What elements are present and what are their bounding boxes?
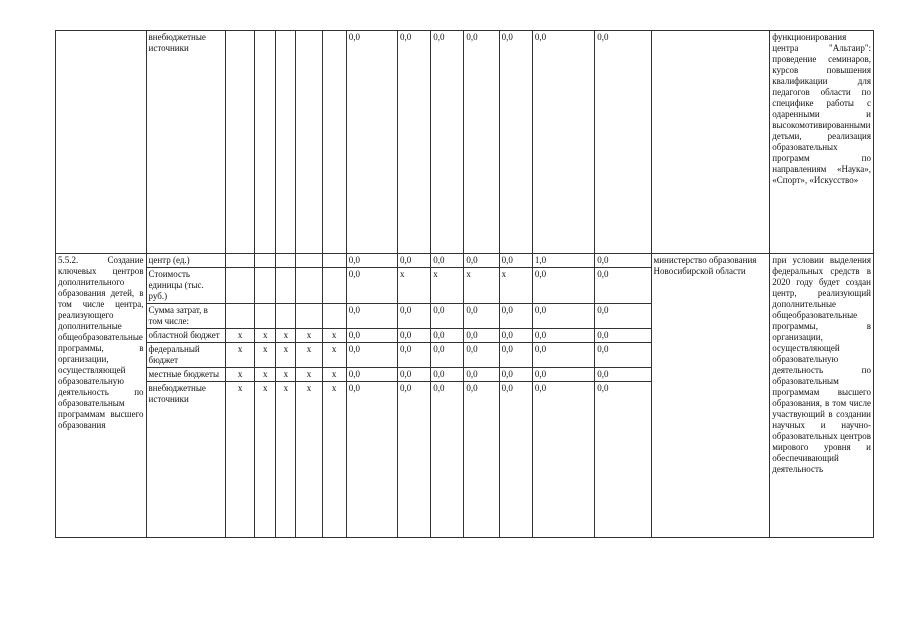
value-cell: 0,0: [532, 268, 594, 304]
value-cell: 0,0: [532, 31, 594, 254]
value-cell: [226, 254, 255, 268]
value-cell: 0,0: [499, 368, 532, 382]
value-cell: 0,0: [532, 368, 594, 382]
executor-cell: [651, 31, 770, 254]
section-name-cell: 5.5.2. Создание ключевых центров дополнительного образования детей, в том числе центра, реализующего дополнительные общеобразовательные программы, в организации, осуществляющей образовательную деятельность по образовательным программам высшего образования: [56, 254, 147, 538]
value-cell: 0,0: [499, 254, 532, 268]
value-cell: [296, 268, 322, 304]
value-cell: 0,0: [464, 329, 499, 343]
value-cell: х: [499, 268, 532, 304]
value-cell: 0,0: [346, 343, 397, 368]
value-cell: х: [255, 382, 276, 538]
value-cell: [322, 254, 346, 268]
indicator-cell: федеральный бюджет: [146, 343, 225, 368]
value-cell: х: [322, 382, 346, 538]
table-row: [56, 31, 874, 254]
value-cell: [226, 304, 255, 329]
value-cell: 0,0: [431, 343, 464, 368]
value-cell: 0,0: [595, 368, 651, 382]
value-cell: 0,0: [499, 329, 532, 343]
value-cell: 0,0: [431, 254, 464, 268]
value-cell: 0,0: [464, 254, 499, 268]
value-cell: 0,0: [431, 31, 464, 254]
value-cell: [276, 304, 296, 329]
value-cell: х: [276, 368, 296, 382]
value-cell: х: [226, 329, 255, 343]
value-cell: 0,0: [595, 268, 651, 304]
result-cell: функционирования центра "Альтаир": проведение семинаров, курсов повышения квалификации для педагогов области по специфике работы с одаренными и высокомотивированными детьми, реализация образовательных программ по направлениям «Наука», «Спорт», «Искусство»: [770, 31, 874, 254]
value-cell: [255, 304, 276, 329]
value-cell: [276, 31, 296, 254]
value-cell: [296, 304, 322, 329]
value-cell: 0,0: [595, 343, 651, 368]
value-cell: [226, 31, 255, 254]
value-cell: х: [226, 343, 255, 368]
value-cell: 0,0: [398, 304, 431, 329]
value-cell: х: [226, 368, 255, 382]
value-cell: 0,0: [398, 382, 431, 538]
value-cell: 0,0: [464, 31, 499, 254]
value-cell: х: [464, 268, 499, 304]
value-cell: 0,0: [464, 368, 499, 382]
value-cell: х: [255, 343, 276, 368]
value-cell: х: [322, 368, 346, 382]
value-cell: 0,0: [464, 304, 499, 329]
indicator-cell: внебюджетные источники: [146, 382, 225, 538]
table-row: [56, 254, 874, 268]
value-cell: 0,0: [431, 304, 464, 329]
indicator-cell: местные бюджеты: [146, 368, 225, 382]
value-cell: х: [226, 382, 255, 538]
value-cell: 0,0: [398, 31, 431, 254]
value-cell: х: [276, 382, 296, 538]
value-cell: 0,0: [499, 31, 532, 254]
value-cell: 0,0: [499, 343, 532, 368]
value-cell: 0,0: [398, 329, 431, 343]
indicator-cell: областной бюджет: [146, 329, 225, 343]
value-cell: 0,0: [346, 329, 397, 343]
value-cell: 0,0: [346, 254, 397, 268]
value-cell: х: [255, 329, 276, 343]
value-cell: х: [296, 368, 322, 382]
value-cell: 0,0: [431, 382, 464, 538]
indicator-cell: центр (ед.): [146, 254, 225, 268]
value-cell: [322, 31, 346, 254]
value-cell: 0,0: [398, 254, 431, 268]
value-cell: 0,0: [346, 368, 397, 382]
indicator-cell: Стоимость единицы (тыс. руб.): [146, 268, 225, 304]
value-cell: х: [276, 343, 296, 368]
value-cell: [276, 254, 296, 268]
value-cell: 0,0: [346, 382, 397, 538]
value-cell: 0,0: [532, 382, 594, 538]
value-cell: х: [398, 268, 431, 304]
executor-cell: министерство образования Новосибирской области: [651, 254, 770, 538]
value-cell: х: [276, 329, 296, 343]
indicator-cell: Сумма затрат, в том числе:: [146, 304, 225, 329]
value-cell: х: [322, 329, 346, 343]
value-cell: 0,0: [398, 343, 431, 368]
value-cell: [226, 268, 255, 304]
value-cell: 0,0: [532, 329, 594, 343]
value-cell: 0,0: [346, 31, 397, 254]
program-table: [55, 30, 874, 538]
value-cell: [322, 268, 346, 304]
value-cell: 1,0: [532, 254, 594, 268]
value-cell: 0,0: [346, 304, 397, 329]
value-cell: [255, 268, 276, 304]
value-cell: х: [296, 382, 322, 538]
value-cell: [276, 268, 296, 304]
indicator-cell: внебюджетные источники: [146, 31, 225, 254]
value-cell: х: [296, 343, 322, 368]
value-cell: 0,0: [431, 368, 464, 382]
value-cell: 0,0: [499, 304, 532, 329]
value-cell: [255, 254, 276, 268]
value-cell: 0,0: [595, 304, 651, 329]
value-cell: х: [255, 368, 276, 382]
value-cell: [255, 31, 276, 254]
value-cell: 0,0: [431, 329, 464, 343]
section-cell: [56, 31, 147, 254]
value-cell: 0,0: [595, 329, 651, 343]
value-cell: 0,0: [464, 343, 499, 368]
value-cell: х: [322, 343, 346, 368]
value-cell: 0,0: [595, 31, 651, 254]
value-cell: 0,0: [499, 382, 532, 538]
value-cell: х: [431, 268, 464, 304]
value-cell: 0,0: [398, 368, 431, 382]
value-cell: 0,0: [595, 254, 651, 268]
value-cell: 0,0: [346, 268, 397, 304]
value-cell: х: [296, 329, 322, 343]
value-cell: [296, 254, 322, 268]
value-cell: [322, 304, 346, 329]
value-cell: 0,0: [532, 343, 594, 368]
value-cell: 0,0: [532, 304, 594, 329]
value-cell: 0,0: [464, 382, 499, 538]
result-cell: при условии выделения федеральных средств в 2020 году будет создан центр, реализующий дополнительные общеобразовательные программы, в организации, осуществляющей образовательную деятельность по образовательным программам высшего образования, в том числе участвующий в создании научных и научно-образовательных центров мирового уровня и обеспечивающий деятельность: [770, 254, 874, 538]
value-cell: 0,0: [595, 382, 651, 538]
value-cell: [296, 31, 322, 254]
